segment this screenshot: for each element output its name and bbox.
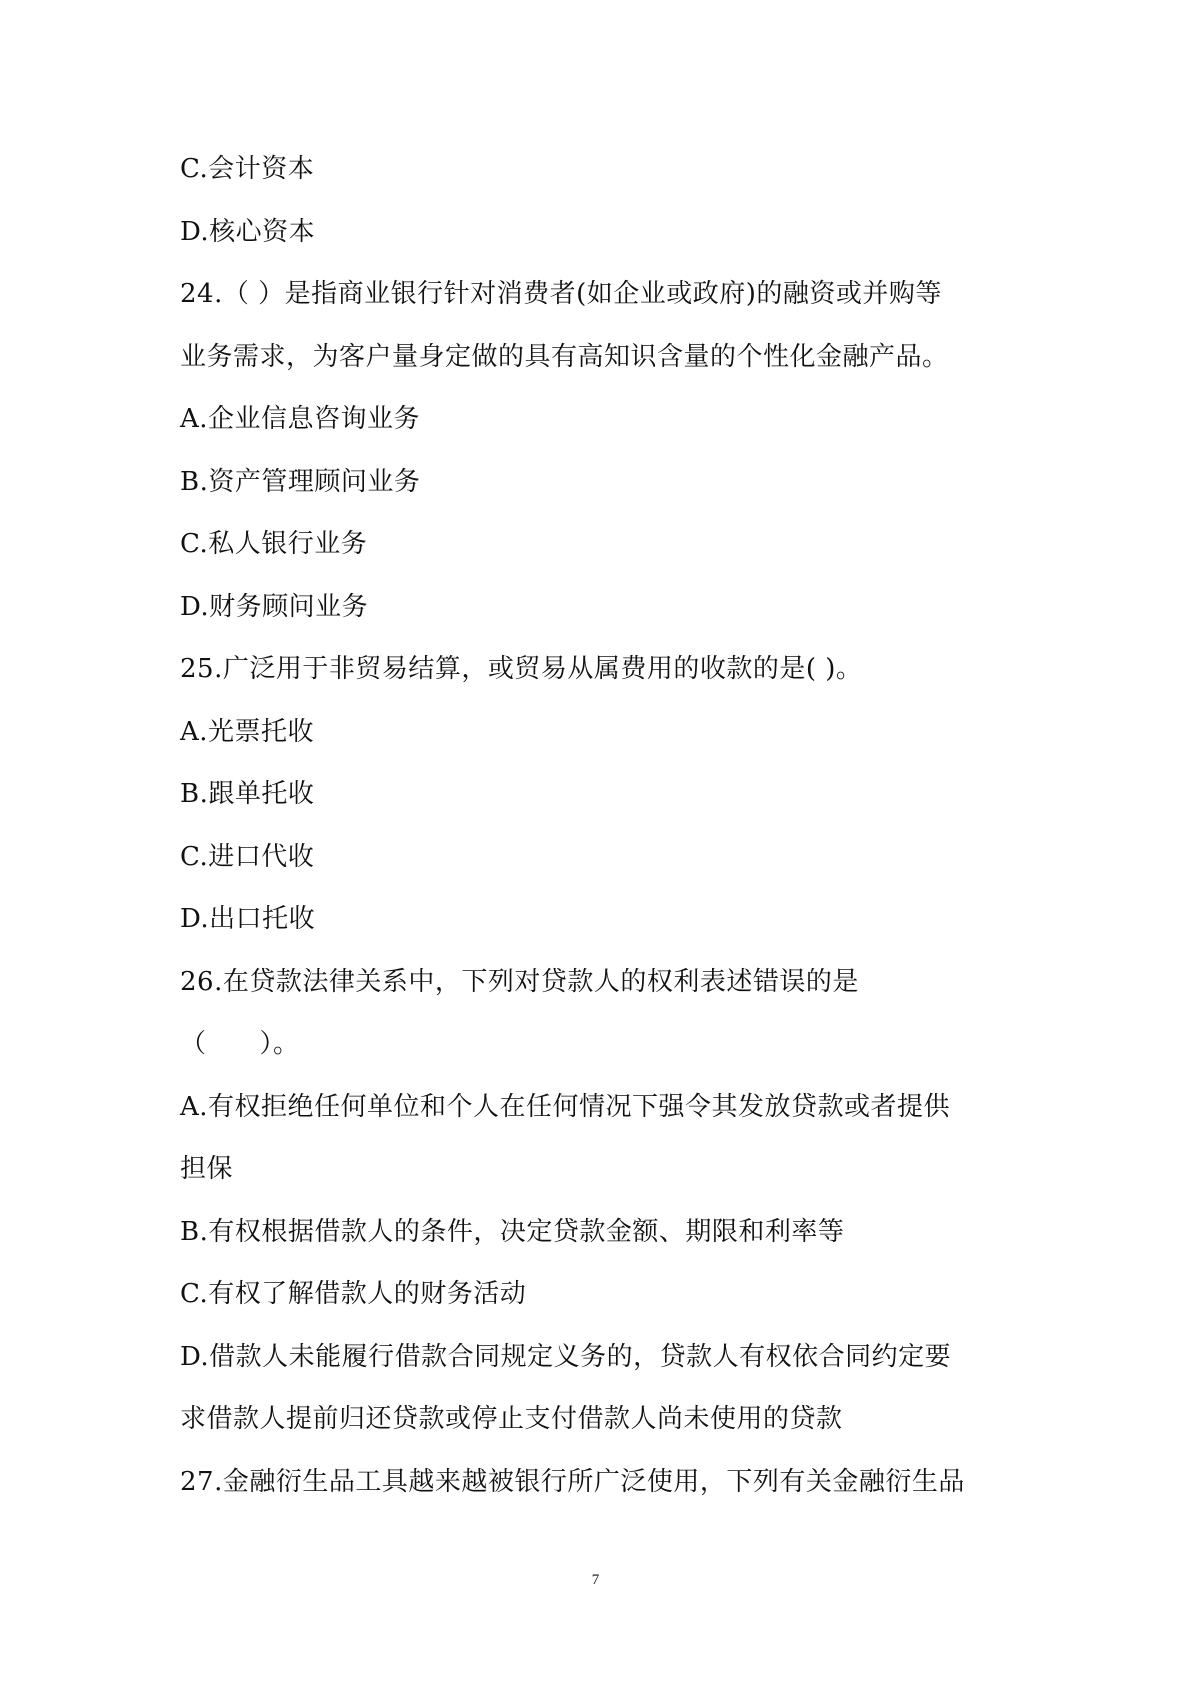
option-a-q24: A.企业信息咨询业务 xyxy=(180,404,421,434)
option-d-q23: D.核心资本 xyxy=(180,216,316,247)
option-c-q25: C.进口代收 xyxy=(180,841,315,872)
option-b-q24: B.资产管理顾问业务 xyxy=(180,466,421,497)
option-a-q25: A.光票托收 xyxy=(180,716,315,747)
option-d-q25: D.出口托收 xyxy=(180,904,316,934)
option-b-q25: B.跟单托收 xyxy=(180,779,315,809)
option-c-q26: C.有权了解借款人的财务活动 xyxy=(180,1279,527,1309)
document-body xyxy=(180,138,1040,1513)
option-d-q24: D.财务顾问业务 xyxy=(180,591,369,622)
option-a-q26-line-2: 担保 xyxy=(180,1154,234,1184)
question-27-line-1: 27.金融衍生品工具越来越被银行所广泛使用，下列有关金融衍生品 xyxy=(180,1466,965,1497)
question-25: 25.广泛用于非贸易结算，或贸易从属费用的收款的是( )。 xyxy=(180,654,863,684)
option-d-q26-line-1: D.借款人未能履行借款合同规定义务的，贷款人有权依合同约定要 xyxy=(180,1341,952,1372)
question-26-line-2: （ ）。 xyxy=(180,1029,300,1059)
page-number: 7 xyxy=(591,1572,600,1588)
option-d-q26-line-2: 求借款人提前归还贷款或停止支付借款人尚未使用的贷款 xyxy=(180,1404,843,1434)
option-a-q26-line-1: A.有权拒绝任何单位和个人在任何情况下强令其发放贷款或者提供 xyxy=(180,1091,951,1122)
question-24-line-1: 24.（ ）是指商业银行针对消费者(如企业或政府)的融资或并购等 xyxy=(180,279,942,309)
option-c-q23: C.会计资本 xyxy=(180,154,315,184)
option-b-q26: B.有权根据借款人的条件，决定贷款金额、期限和利率等 xyxy=(180,1216,845,1247)
question-24-line-2: 业务需求，为客户量身定做的具有高知识含量的个性化金融产品。 xyxy=(180,341,949,372)
option-c-q24: C.私人银行业务 xyxy=(180,529,368,559)
question-26-line-1: 26.在贷款法律关系中，下列对贷款人的权利表述错误的是 xyxy=(180,966,859,997)
